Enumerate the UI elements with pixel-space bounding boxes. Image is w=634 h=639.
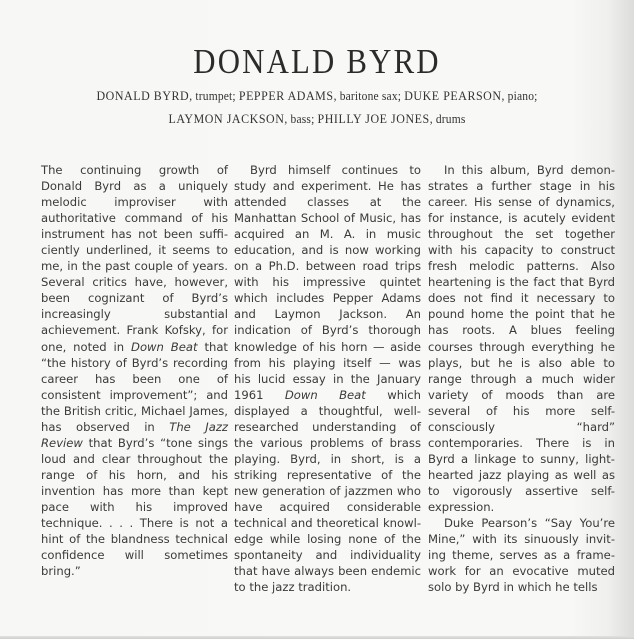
text-run: that “the history of Byrd’s recording career has been one of consistent improvement”; and the British critic, Michael James, has observed in [41,339,228,434]
text-run: which displayed a thoughtful, well-researched understanding of the various problems of brass playing. Byrd, in short, is a striking representative of the new generation of jazzmen who have acquired considerable technical and theoretical knowledge while losing none of the spontaneity and individuality that have always been endemic to the jazz tradition. [234,387,421,595]
musician-instrument: , drums [429,112,466,126]
musician-name: PHILLY JOE JONES [317,111,430,126]
text-run: The continuing growth of Donald Byrd as a uniquely melodic improviser with authoritative command of his instrument has not been sufficiently underlined, it seems to me, in the past couple of years. Several critics have, however, been cognizant of Byrd’s increasingly substantial achievement. Frank Kofsky, for one, noted in [41,163,228,354]
musician-name: PEPPER ADAMS [238,88,334,103]
musician-instrument: , piano; [501,89,538,103]
text-run: Byrd himself continues to study and experiment. He has attended classes at the Manhattan School of Music, has acquired an M. A. in music education, and is now working on a Ph.D. between road trips with his impressive quintet which includes Pepper Adams and Laymon Jackson. An indication of Byrd’s thorough knowledge of his horn — aside from his playing itself — was his lucid essay in the January 1961 [234,163,421,402]
musician-instrument: , trumpet; [189,89,239,103]
text-column-1 [41,162,228,579]
body-paragraph [428,515,615,595]
body-paragraph [428,162,615,515]
body-paragraph [41,162,228,579]
text-run: Duke Pearson’s “Say You’re Mine,” with its sinuously inviting theme, serves as a framework for an evocative muted solo by Byrd in which he tells [428,516,615,595]
musician-instrument: , baritone sax; [333,89,405,103]
publication-title: The Jazz Review [41,419,228,450]
personnel-line-1 [25,88,608,104]
musician-name: DONALD BYRD [96,88,190,103]
text-run: that Byrd’s “tone sings loud and clear throughout the range of his horn, and his invention has more than kept pace with his improved technique. . . . There is not a hint of the blandness technical confidence will sometimes bring.” [41,435,228,579]
body-paragraph [234,162,421,595]
text-column-3 [428,162,615,595]
musician-name: DUKE PEARSON [404,88,502,103]
text-run: In this album, Byrd demonstrates a further stage in his career. His sense of dynamics, for instance, is acutely evident throughout the set together with his capacity to construct fresh melodic patterns. Also heartening is the fact that Byrd does not find it necessary to pound home the point that he has roots. A blues feeling courses through everything he plays, but he is also able to range through a much wider variety of moods than are several of his more self-consciously “hard” contemporaries. There is in Byrd a linkage to sunny, light-hearted jazz playing as well as to vigorously assertive self-expression. [428,163,615,514]
text-column-2 [234,162,421,595]
musician-name: LAYMON JACKSON [168,111,285,126]
publication-title: Down Beat [131,339,198,354]
page-title: DONALD BYRD [193,42,441,81]
musician-instrument: , bass; [284,112,318,126]
personnel-line-2 [25,111,608,127]
publication-title: Down Beat [284,387,366,402]
